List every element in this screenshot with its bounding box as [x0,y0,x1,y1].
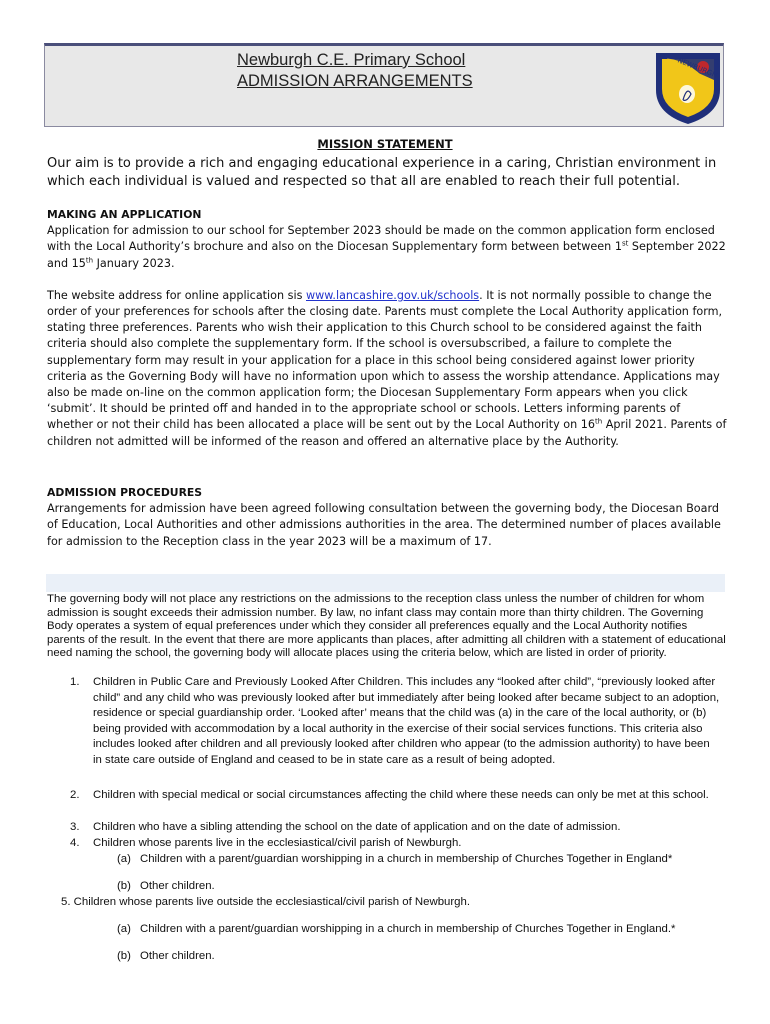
admission-procedures-section [47,485,727,550]
mission-title: MISSION STATEMENT [317,137,453,151]
school-name: Newburgh C.E. Primary School [237,51,466,69]
section-band [46,574,725,592]
document-title: ADMISSION ARRANGEMENTS [237,72,473,90]
making-application-heading: MAKING AN APPLICATION [47,208,202,221]
making-application-section [47,207,727,450]
criteria-item-4: 4. Children whose parents live in the ecclesiastical/civil parish of Newburgh. [70,837,462,849]
header-banner [44,43,724,127]
oversubscription-intro: The governing body will not place any restrictions on the admissions to the reception class unless the number of children for whom admission is sought exceeds their admission number. By law, no infant class may contain more than thirty children. The Governing Body operates a system of equal preferences under which they consider all preferences equally and the Local Authority notifies parents of the result. In the event that there are more applicants than places, after admitting all children with a statement of educational need naming the school, the governing body will allocate places using the criteria below, which are listed in order of priority. [47,593,726,660]
criteria-5a: (a) Children with a parent/guardian worshipping in a church in membership of Churches Together in England.* [117,923,676,935]
criteria-item-3: 3. Children who have a sibling attending the school on the date of application and on the date of admission. [70,821,621,833]
criteria-4a: (a) Children with a parent/guardian worshipping in a church in membership of Churches Together in England* [117,853,673,865]
admission-procedures-heading: ADMISSION PROCEDURES [47,486,203,499]
criteria-item-2: 2. Children with special medical or social circumstances affecting the child where these needs can only be met at this school. [70,789,709,801]
criteria-item-1: 1. Children in Public Care and Previously Looked After Children. This includes any “looked after child”, “previously looked after child” and any child who was previously looked after but immediately after being looked after became subject to an adoption, residence or special guardianship order. ‘Looked after’ means that the child was (a) in the care of the local authority, or (b) being provided with accommodation by a local authority in the exercise of their social services functions. This criteria also includes looked after children and all previously looked after children who appear (to the admission authority) to have been in state care outside of England and ceased to be in state care as a result of being adopted. [70,676,720,766]
school-crest-icon [653,50,723,126]
admission-procedures-paragraph: Arrangements for admission have been agreed following consultation between the governing body, the Diocesan Board of Education, Local Authorities and other admissions authorities in the area. The determined number of places available for admission to the Reception class in the year 2023 will be a maximum of 17. [47,502,721,548]
making-application-paragraph-1: Application for admission to our school for September 2023 should be made on the common application form enclosed with the Local Authority’s brochure and also on the Diocesan Supplementary form between between 1st September 2022 and 15th January 2023. [47,224,726,270]
lancashire-website-link[interactable]: www.lancashire.gov.uk/schools [305,288,480,302]
criteria-4b: (b) Other children. [117,880,215,892]
crest-text: NEWBURGH [676,56,719,80]
making-application-paragraph-2: The website address for online application sis www.lancashire.gov.uk/schools. It is not normally possible to change the order of your preferences for schools after the closing date. Parents must complete the Local Authority application form, stating three preferences. Parents who wish their application to this Church school to be considered against the faith criteria should also complete the supplementary form. If the school is oversubscribed, a failure to complete the supplementary form may result in your application for a place in this school being considered against lower priority criteria as the Governing Body will have no information upon which to assess the worship attendance. Applications may also be made on-line on the common application form; the Diocesan Supplementary Form appears when you click ‘submit’. It should be printed off and handed in to the appropriate school or schools. Letters informing parents of whether or not their child has been allocated a place will be sent out by the Local Authority on 16th April 2021. Parents of children not admitted will be informed of the reason and offered an alternative place by the Authority. [47,288,727,448]
mission-text: Our aim is to provide a rich and engaging educational experience in a caring, Christian environment in which each individual is valued and respected so that all are enabled to reach their full potential. [47,156,717,189]
criteria-item-5: 5. Children whose parents live outside the ecclesiastical/civil parish of Newburgh. [61,896,471,908]
criteria-5b: (b) Other children. [117,950,215,962]
